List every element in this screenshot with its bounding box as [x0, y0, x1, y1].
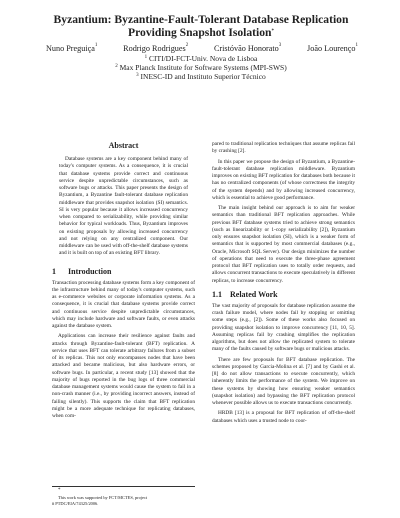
title-footnote-mark: * — [271, 29, 274, 34]
author: Nuno Preguiça$^1$ — [46, 43, 98, 53]
subsection-heading-related-work: 1.1 Related Work — [212, 289, 278, 299]
paragraph: Transaction processing database systems form a key component of the infrastructure behind many of today's computer systems, such as e-commerce websites or corporate information systems. As a consequence, it is crucial that database systems provide correct and continuous service despite unpredictable circumstances, which may include hardware and software faults, or even attacks against the database system. — [52, 279, 195, 329]
paragraph: There are few proposals for BFT database replication. The schemes proposed by Garcia-Molina et al. [7] and by Gashi et al. [8] do not allow transactions to execute concurrently, which inherently limits the performance of the system. We improve on these systems by showing how ensuring weaker semantics (snapshot isolation) and bypassing the BFT replication protocol whenever possible allows us to execute transactions concurrently. — [212, 356, 355, 406]
author-list — [46, 44, 358, 53]
footnote-line: * This work was supported by FCT/MCTES, project — [58, 488, 148, 500]
abstract-text: Database systems are a key component behind many of today's computer systems. As a consequence, it is crucial that database systems provide correct and continuous service despite unpredictable circumstances, such as software bugs or attacks. This paper presents the design of Byzantium, a Byzantine fault-tolerant database replication middleware that provides snapshot isolation (SI) semantics. SI is very popular because it allows increased concurrency when compared to serializability, while providing similar behavior for typical workloads. Thus, Byzantium improves on existing proposals by allowing increased concurrency and not relying on any centralized component. Our middleware can be used with off-the-shelf database systems and it is built on top of an existing BFT library. — [59, 156, 188, 257]
paragraph: The vast majority of proposals for database replication assume the crash failure model, where nodes fail by stopping or omitting some steps (e.g., [2]). Some of these works also focused on providing snapshot isolation to improve concurrency [11, 10, 5]. Assuming replicas fail by crashing simplifies the replication algorithms, but does not allow the replicated system to tolerate many of the faults caused by software bugs or malicious attacks. — [212, 302, 355, 353]
affiliation: $^2$ Max Planck Institute for Software Systems (MPI-SWS) — [115, 63, 287, 72]
affiliation: $^1$ CITI/DI-FCT-Univ. Nova de Lisboa — [144, 54, 258, 63]
paragraph: pared to traditional replication techniques that assume replicas fail by crashing [2]. — [212, 141, 355, 155]
paragraph: In this paper we propose the design of Byzantium, a Byzantine-fault-tolerant database replication middleware. Byzantium improves on existing BFT replication for databases both because it has no centralized components (of whose correctness the integrity of the system depends) and by allowing increased concurrency, which is essential to achieve good performance. — [212, 158, 355, 201]
right-column — [212, 141, 355, 428]
footnote — [52, 486, 195, 507]
author: Cristóvão Honorato$^3$ — [213, 43, 282, 53]
paper-title — [40, 13, 362, 39]
paragraph: The main insight behind our approach is to aim for weaker semantics than traditional BFT replication approaches. While previous BFT database systems tried to achieve strong semantics (such as linearizability or 1-copy serializability [2]), Byzantium only ensures snapshot isolation (SI), which is a weaker form of semantics that is supported by most commercial databases (e.g., Oracle, Microsoft SQL Server). Our design minimizes the number of operations that need to execute the three-phase agreement protocol that BFT replication uses to totally order requests, and allows concurrent transactions to execute speculatively in different replicas, to increase concurrency. — [212, 205, 355, 284]
paragraph: HRDB [13] is a proposal for BFT replication of off-the-shelf databases which uses a trusted node to coor- — [212, 410, 355, 424]
section-heading-introduction: 1 Introduction — [52, 266, 112, 276]
footnote-line: # PTDC/EIA/74325/2006. — [52, 501, 99, 506]
title-text: Byzantium: Byzantine-Fault-Tolerant Database Replication Providing Snapshot Isolation — [53, 13, 349, 39]
paragraph: Applications can increase their resilience against faults and attacks through Byzantine-fault-tolerant (BFT) replication. A service that uses BFT can tolerate arbitrary failures from a subset of its replicas. This not only encompasses nodes that have been attacked and became malicious, but also hardware errors, or software bugs. In particular, a recent study [13] showed that the majority of bugs reported in the bug logs of three commercial database management systems would cause the system to fail in a non-crash manner (i.e., by providing incorrect answers, instead of failing silently). This supports the claim that BFT replication might be a more adequate technique for replicating databases, when com- — [52, 333, 195, 419]
abstract-heading: Abstract — [108, 141, 139, 150]
left-column — [52, 141, 195, 423]
author: Rodrigo Rodrigues$^2$ — [123, 43, 189, 53]
affiliation: $^3$ INESC-ID and Instituto Superior Técnico — [136, 72, 266, 81]
author: João Lourenço$^1$ — [307, 43, 358, 53]
affiliation-list — [40, 54, 362, 81]
